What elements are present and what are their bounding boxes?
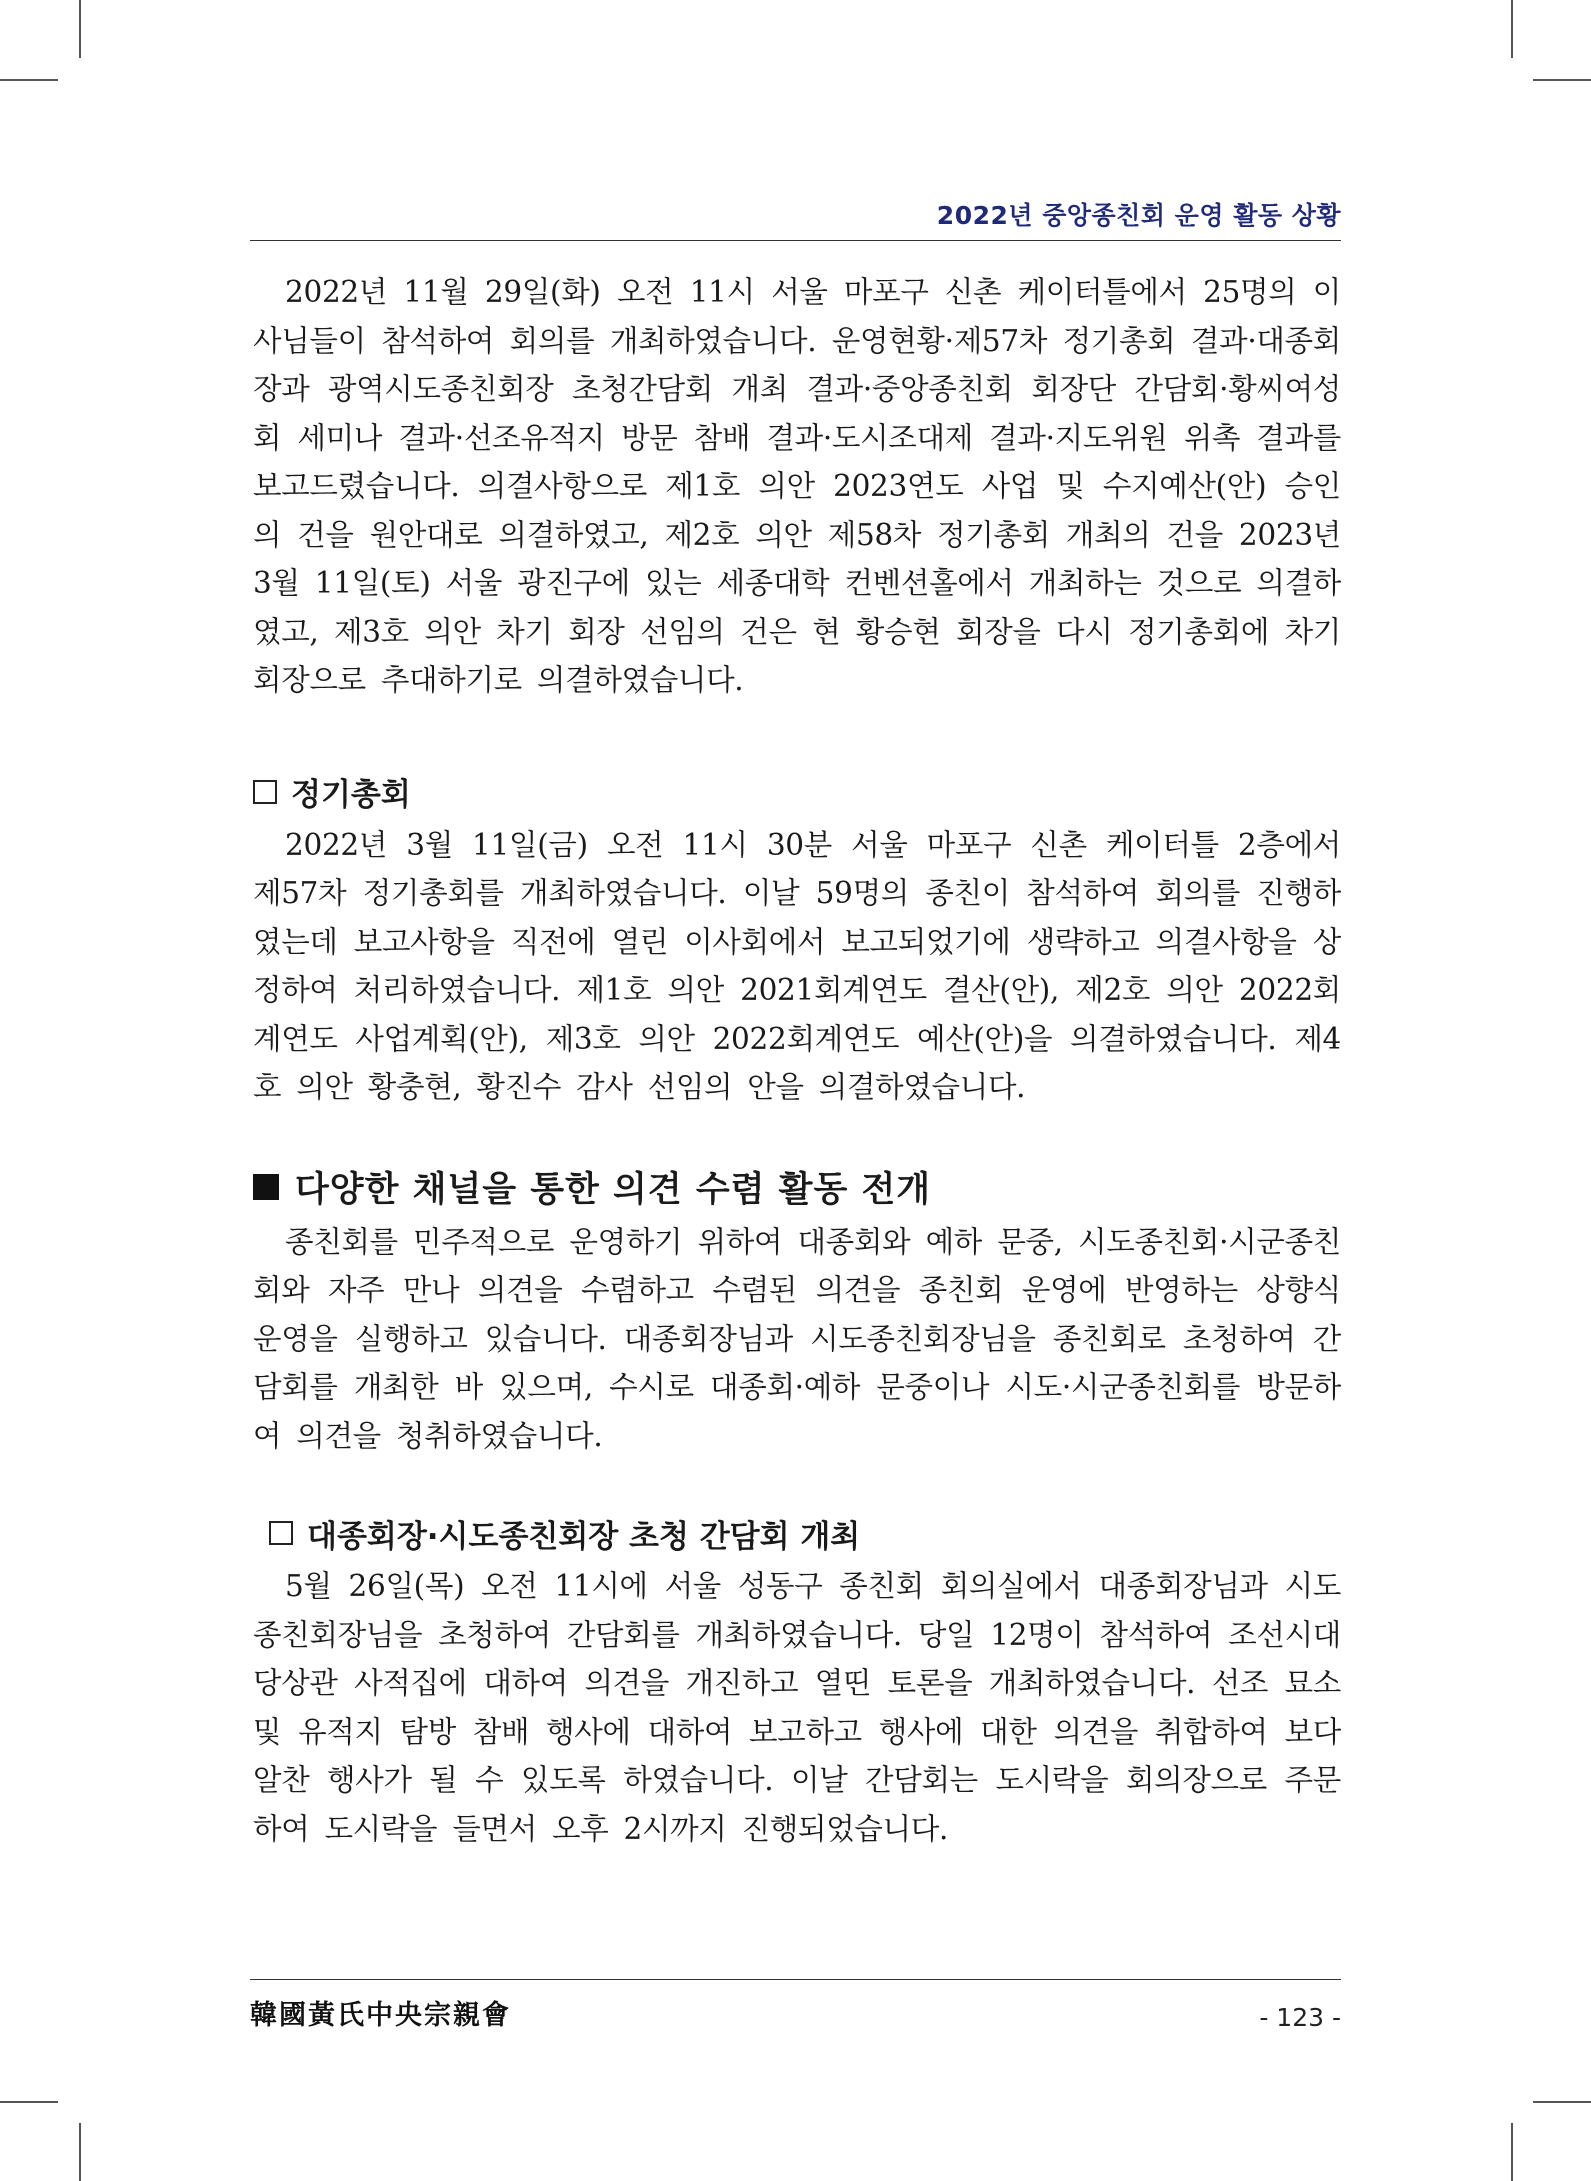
crop-mark: [0, 2101, 58, 2103]
crop-mark: [1511, 2123, 1513, 2181]
crop-mark: [79, 0, 81, 58]
running-title: 2022년 중앙종친회 운영 활동 상황: [936, 201, 1341, 230]
invitation-meeting-paragraph: 5월 26일(목) 오전 11시에 서울 성동구 종친회 회의실에서 대종회장님과 시도종친회장님을 초청하여 간담회를 개최하였습니다. 당일 12명이 참석하여 조선시대 당상관 사적집에 대하여 의견을 개진하고 열띤 토론을 개최하였습니다. 선조 묘소 및 유적지 탐방 참배 행사에 대하여 보고하고 행사에 대한 의견을 취합하여 보다 알찬 행사가 될 수 있도록 하였습니다. 이날 간담회는 도시락을 회의장으로 주문하여 도시락을 들면서 오후 2시까지 진행되었습니다.: [253, 1569, 1341, 1846]
organization-name: 韓國黃氏中央宗親會: [250, 2000, 511, 2031]
crop-mark: [1533, 2101, 1591, 2103]
crop-mark: [0, 79, 58, 81]
running-header: [250, 196, 1341, 241]
filled-square-icon: [253, 1174, 279, 1200]
general-meeting-paragraph: 2022년 3월 11일(금) 오전 11시 30분 서울 마포구 신촌 케이터틀 2층에서 제57차 정기총회를 개최하였습니다. 이날 59명의 종친이 참석하여 회의를 진행하였는데 보고사항을 직전에 열린 이사회에서 보고되었기에 생략하고 의결사항을 상정하여 처리하였습니다. 제1호 의안 2021회계연도 결산(안), 제2호 의안 2022회계연도 사업계획(안), 제3호 의안 2022회계연도 예산(안)을 의결하였습니다. 제4호 의안 황충현, 황진수 감사 선임의 안을 의결하였습니다.: [253, 827, 1341, 1104]
page-footer: [250, 1979, 1341, 2032]
page-number: - 123 -: [1259, 2003, 1341, 2032]
section-heading-general-meeting: [253, 763, 1341, 821]
heading-text: 정기총회: [291, 777, 411, 813]
crop-mark: [1533, 79, 1591, 81]
section-heading-opinion-gathering: [253, 1156, 1341, 1218]
checkbox-outline-icon: [269, 1521, 293, 1545]
page-body: [253, 268, 1341, 1853]
checkbox-outline-icon: [253, 780, 277, 804]
heading-text: 대종회장·시도종친회장 초청 간담회 개최: [307, 1518, 861, 1555]
intro-paragraph: 2022년 11월 29일(화) 오전 11시 서울 마포구 신촌 케이터틀에서 25명의 이사님들이 참석하여 회의를 개최하였습니다. 운영현황·제57차 정기총회 결과·대종회장과 광역시도종친회장 초청간담회 개최 결과·중앙종친회 회장단 간담회·황씨여성회 세미나 결과·선조유적지 방문 참배 결과·도시조대제 결과·지도위원 위촉 결과를 보고드렸습니다. 의결사항으로 제1호 의안 2023연도 사업 및 수지예산(안) 승인의 건을 원안대로 의결하였고, 제2호 의안 제58차 정기총회 개최의 건을 2023년 3월 11일(토) 서울 광진구에 있는 세종대학 컨벤션홀에서 개최하는 것으로 의결하였고, 제3호 의안 차기 회장 선임의 건은 현 황승현 회장을 다시 정기총회에 차기회장으로 추대하기로 의결하였습니다.: [253, 275, 1341, 697]
crop-mark: [1511, 0, 1513, 58]
heading-text: 다양한 채널을 통한 의견 수렴 활동 전개: [295, 1169, 932, 1210]
section-heading-invitation-meeting: [253, 1504, 1341, 1562]
crop-mark: [79, 2123, 81, 2181]
opinion-gathering-paragraph: 종친회를 민주적으로 운영하기 위하여 대종회와 예하 문중, 시도종친회·시군종친회와 자주 만나 의견을 수렴하고 수렴된 의견을 종친회 운영에 반영하는 상향식 운영을 실행하고 있습니다. 대종회장님과 시도종친회장님을 종친회로 초청하여 간담회를 개최한 바 있으며, 수시로 대종회·예하 문중이나 시도·시군종친회를 방문하여 의견을 청취하였습니다.: [253, 1224, 1341, 1453]
